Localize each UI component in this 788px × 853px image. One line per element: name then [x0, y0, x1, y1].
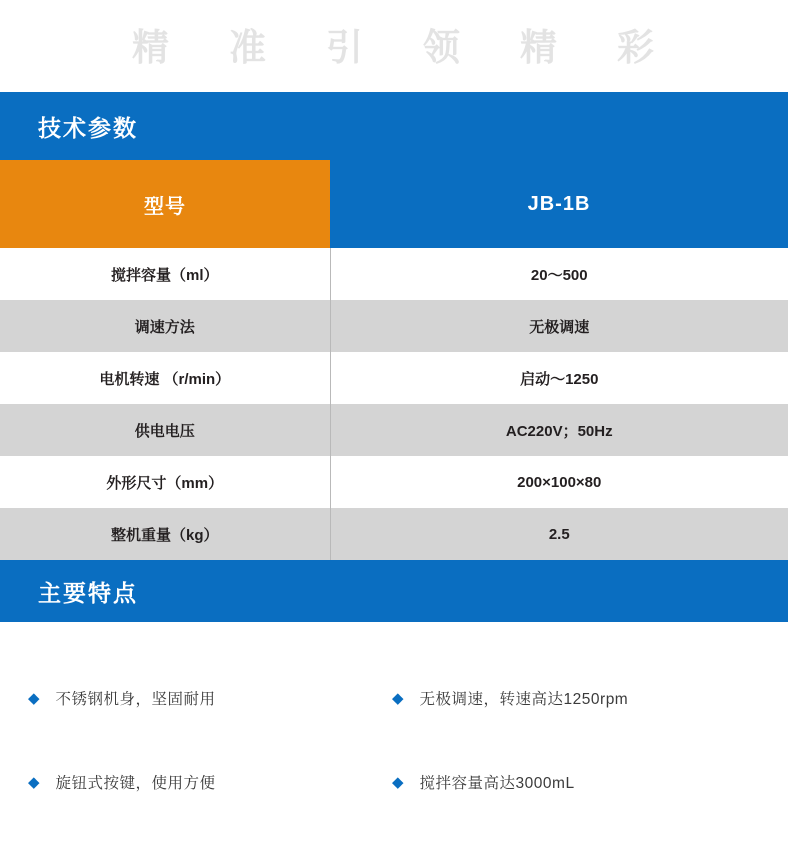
table-row	[0, 352, 788, 404]
spec-value: AC220V；50Hz	[330, 404, 788, 456]
feature-text: 无极调速，转速高达1250rpm	[419, 691, 629, 708]
feature-text: 搅拌容量高达3000mL	[419, 775, 575, 792]
diamond-bullet-icon: ◆	[28, 773, 40, 791]
diamond-bullet-icon: ◆	[392, 689, 404, 707]
spec-value: 2.5	[330, 508, 788, 560]
table-row	[0, 248, 788, 300]
features-section-title	[0, 560, 788, 622]
table-row	[0, 456, 788, 508]
feature-row	[0, 740, 788, 824]
table-row	[0, 300, 788, 352]
spec-table	[0, 160, 788, 560]
watermark-char-5: 精	[520, 27, 559, 68]
table-row	[0, 404, 788, 456]
spec-section-title-text: 技术参数	[38, 114, 138, 141]
feature-row	[0, 656, 788, 740]
diamond-bullet-icon: ◆	[28, 689, 40, 707]
features-section-title-text: 主要特点	[38, 579, 138, 606]
spec-key: 搅拌容量（ml）	[0, 248, 330, 300]
spec-section-title	[0, 92, 788, 160]
feature-text: 不锈钢机身，坚固耐用	[55, 691, 216, 708]
spec-value: 200×100×80	[330, 456, 788, 508]
diamond-bullet-icon: ◆	[392, 773, 404, 791]
spec-key: 调速方法	[0, 300, 330, 352]
list-item	[0, 771, 388, 793]
spec-model-label: 型号	[0, 160, 330, 248]
watermark-headline	[0, 0, 788, 88]
watermark-char-3: 引	[326, 27, 365, 68]
watermark-char-4: 领	[423, 27, 462, 68]
spec-value: 启动～1250	[330, 352, 788, 404]
spec-value: 20～500	[330, 248, 788, 300]
spec-table-header-row	[0, 160, 788, 248]
watermark-char-6: 彩	[617, 27, 656, 68]
spec-key: 电机转速 （r/min）	[0, 352, 330, 404]
spec-value: 无极调速	[330, 300, 788, 352]
list-item	[388, 771, 788, 793]
spec-model-value: JB-1B	[330, 160, 788, 248]
watermark-char-1: 精	[132, 27, 171, 68]
list-item	[0, 687, 388, 709]
feature-text: 旋钮式按键，使用方便	[55, 775, 216, 792]
list-item	[388, 687, 788, 709]
spec-key: 供电电压	[0, 404, 330, 456]
spec-key: 整机重量（kg）	[0, 508, 330, 560]
watermark-char-2: 准	[229, 27, 268, 68]
features-list	[0, 622, 788, 824]
table-row	[0, 508, 788, 560]
spec-key: 外形尺寸（mm）	[0, 456, 330, 508]
